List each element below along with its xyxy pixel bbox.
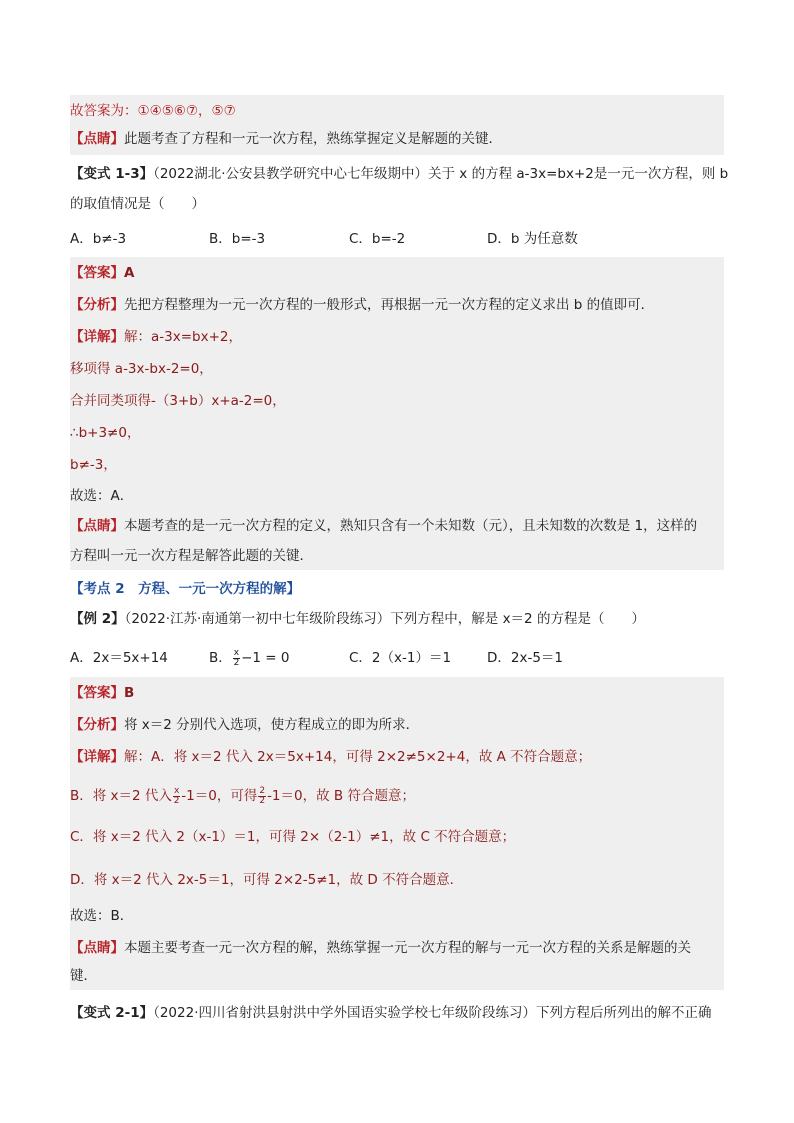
variant-text: （2022湖北·公安县教学研究中心七年级期中）关于 x 的方程 a-3x=bx+2是一元一次方程，则 b [153,166,729,182]
fraction-b1 [173,787,180,806]
step-1-text: 移项得 a-3x-bx-2=0， [70,361,213,377]
fraction-numerator: x [233,647,240,658]
comment-line [70,128,724,150]
comment3-row [70,937,724,959]
answer2-row [70,682,724,704]
comment2-row [70,515,724,537]
detail2-row [70,746,724,768]
answer-tag: 【答案】 [70,265,124,281]
section-heading: 【考点 2 方程、一元一次方程的解】 [70,581,301,597]
fraction-b2-den: 2 [259,795,266,806]
detail-text: 解：a-3x=bx+2， [124,329,242,345]
analysis-tag: 【分析】 [70,297,124,313]
step-2-text: 合并同类项得-（3+b）x+a-2=0， [70,393,286,409]
analysis2-tag: 【分析】 [70,717,124,733]
step-3: ∴b+3≠0， [70,425,141,441]
detail2-b-post: -1＝0，故 B 符合题意； [267,788,415,804]
step-4: b≠-3， [70,457,117,473]
option2-c: C．2（x-1）＝1 [349,650,452,666]
fraction-x-over-2 [233,649,240,668]
comment2-text: 本题考查的是一元一次方程的定义，熟知只含有一个未知数（元），且未知数的次数是 1，这样的 [124,518,698,534]
example-2-line [70,608,724,630]
detail-tag: 【详解】 [70,329,124,345]
variant-2-1-line [70,1002,724,1024]
comment2-tag: 【点睛】 [70,518,124,534]
variant2-tag: 【变式 2-1】 [70,1005,154,1021]
option2-a: A．2x＝5x+14 [70,650,168,666]
analysis-row [70,294,724,316]
variant2-text: （2022·四川省射洪县射洪中学外国语实验学校七年级阶段练习）下列方程后所列出的解不正确 [153,1005,712,1021]
fraction-denominator: 2 [233,657,240,668]
variant-tag: 【变式 1-3】 [70,166,154,182]
detail2-d: D．将 x＝2 代入 2x-5＝1，可得 2×2-5≠1，故 D 不符合题意． [70,872,464,888]
fraction-b2 [258,787,266,806]
answer-line: 故答案为：①④⑤⑥⑦，⑤⑦ [70,103,236,119]
analysis2-row [70,714,724,736]
analysis2-text: 将 x＝2 分别代入选项，使方程成立的即为所求． [124,717,420,733]
detail2-b-pre: B．将 x＝2 代入 [70,788,172,804]
fraction-b1-num: x [173,785,180,796]
detail2-c: C．将 x＝2 代入 2（x-1）＝1，可得 2×（2-1）≠1，故 C 不符合题意； [70,829,516,845]
option-d: D．b 为任意数 [487,231,578,247]
comment-tag: 【点睛】 [70,131,124,147]
detail2-b-mid: -1＝0，可得 [181,788,258,804]
step-1 [70,358,724,380]
option2-b [209,647,289,669]
option2-b-label: B． [209,650,232,666]
comment3-text: 本题主要考查一元一次方程的解，熟练掌握一元一次方程的解与一元一次方程的关系是解题的关 [124,940,691,956]
fraction-b2-num: 2 [259,785,266,796]
detail2-tag: 【详解】 [70,749,124,765]
variant-1-3-line [70,163,729,185]
answer2-value: B [124,685,135,701]
option2-b-rest: −1 = 0 [241,650,290,666]
fraction-b1-den: 2 [173,795,180,806]
detail2-b [70,785,724,807]
selection-line: 故选：A． [70,488,134,504]
comment3-tag: 【点睛】 [70,940,124,956]
variant-question-line: 的取值情况是（ ） [70,196,205,212]
detail2-text: 解：A．将 x＝2 代入 2x＝5x+14，可得 2×2≠5×2+4，故 A 不符合题意； [124,749,592,765]
option-b: B．b=-3 [209,231,266,247]
example-tag: 【例 2】 [70,611,125,627]
selection2-line: 故选：B． [70,908,134,924]
example-text: （2022·江苏·南通第一初中七年级阶段练习）下列方程中，解是 x＝2 的方程是（ ） [124,611,645,627]
option-c: C．b=-2 [349,231,406,247]
answer-row [70,262,724,284]
answer-value: A [124,265,135,281]
detail-row [70,326,724,348]
step-2 [70,390,724,412]
option-a: A．b≠-3 [70,231,127,247]
answer2-tag: 【答案】 [70,685,124,701]
analysis-text: 先把方程整理为一元一次方程的一般形式，再根据一元一次方程的定义求出 b 的值即可． [124,297,655,313]
comment3-text-cont: 键． [70,968,97,984]
option2-d: D．2x-5＝1 [487,650,564,666]
comment2-text-cont: 方程叫一元一次方程是解答此题的关键． [70,548,313,564]
comment-text: 此题考查了方程和一元一次方程，熟练掌握定义是解题的关键． [124,131,502,147]
